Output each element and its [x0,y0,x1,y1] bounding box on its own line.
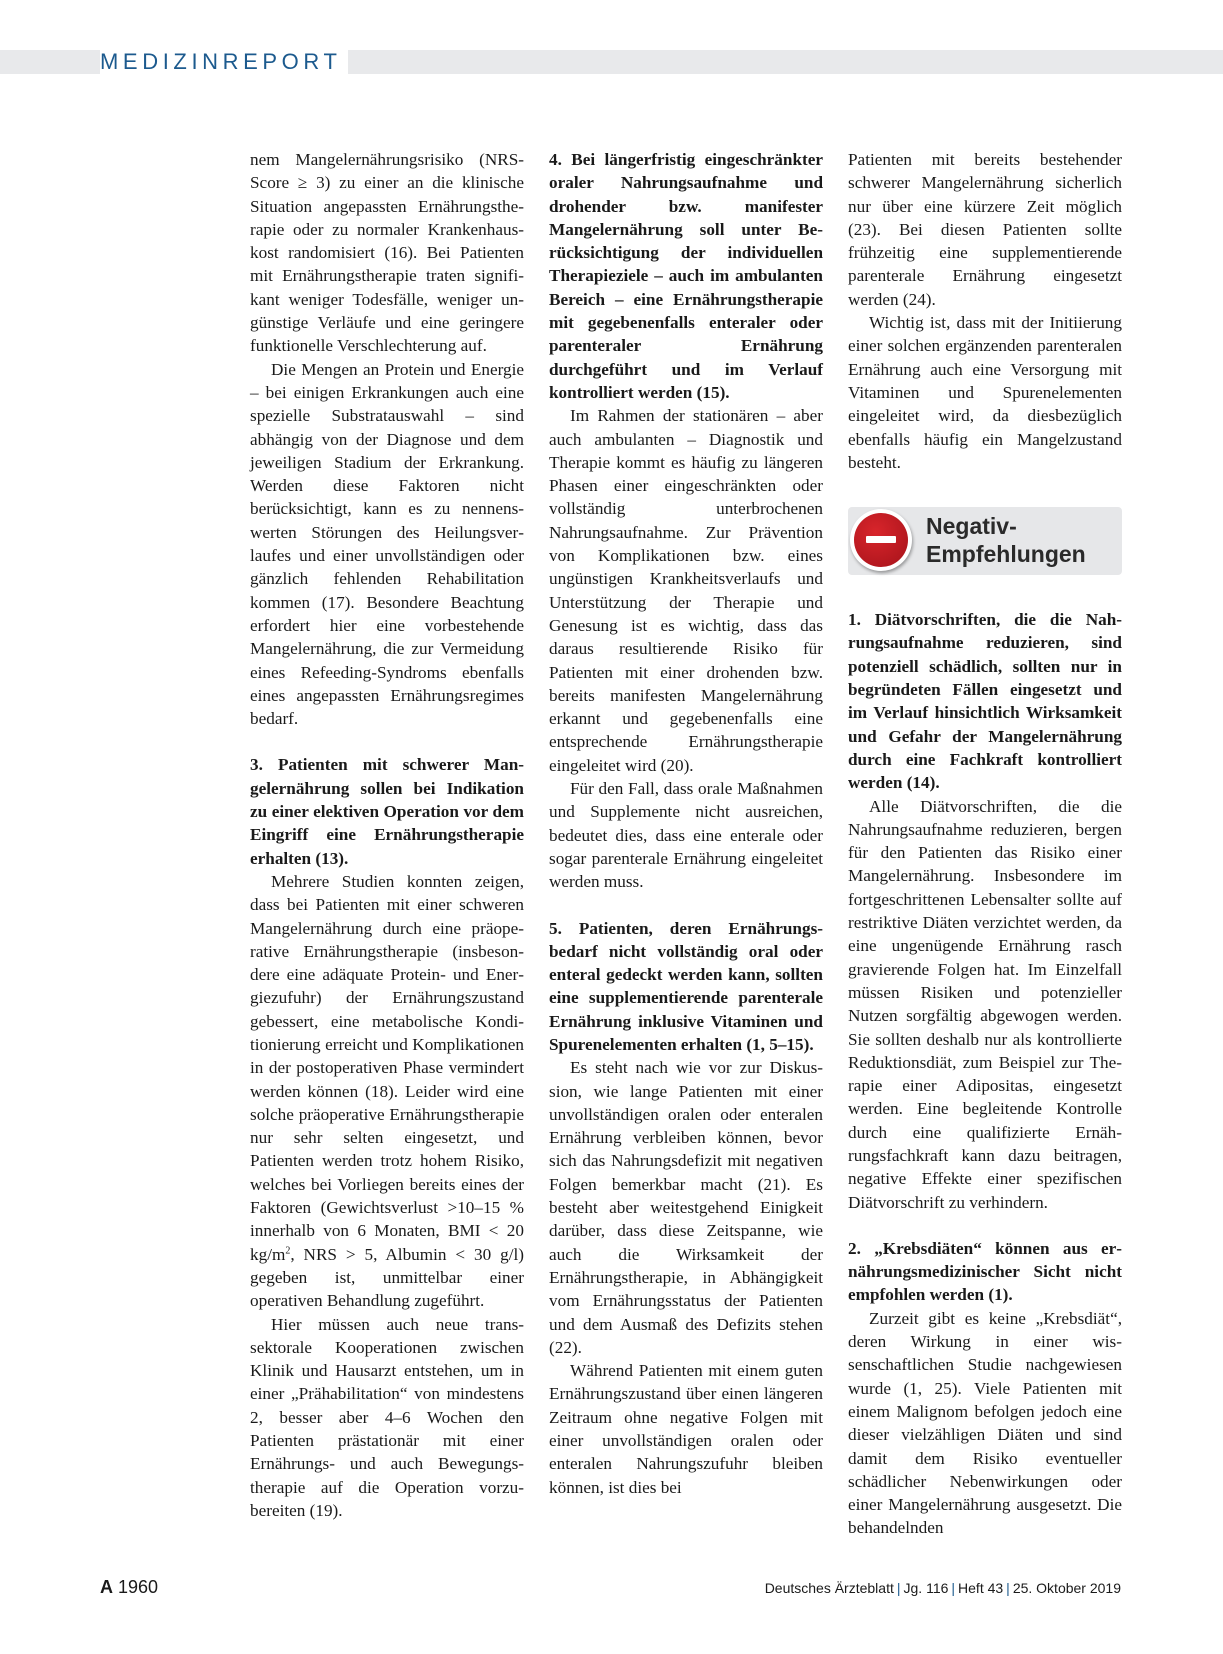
paragraph: Alle Diätvorschriften, die die Nahrungsaufnahme reduzieren, bergen für den Patienten das Risiko einer Mangelernährung. Insbesondere im fortgeschrittenen Lebensalter sollte auf restriktive Diäten verzichtet werden, da eine ungenügende Ernährung rasch gravierende Folgen hat. Im Einzelfall müssen Risiken und potenzieller Nutzen sorgfältig abgewogen werden. Sie sollten deshalb nur als kontrollierte Reduktionsdiät, zum Beispiel zur Therapie einer Adipositas, eingesetzt werden. Eine begleitende Kontrolle durch eine qualifizierte Ernährungsfachkraft kann dazu beitragen, negative Effekte einer spezifischen Diätvorschrift zu verhindern. [848,796,1122,1212]
negative-recommendations-box [848,507,1122,575]
date: 25. Oktober 2019 [1012,1580,1121,1596]
paragraph: Hier müssen auch neue transsektorale Kooperationen zwischen Klinik und Hausarzt entstehen, um in einer „Prähabilitation“ von mindestens 2, besser aber 4–6 Wochen den Patienten prästationär mit einer Ernährungs- und auch Bewegungstherapie auf die Operation vorzubereiten (19). [250,1314,524,1520]
volume: Jg. 116 [903,1580,949,1596]
recommendation-5: 5. Patienten, deren Ernährungsbedarf nicht vollständig oral oder enteral gedeckt werden kann, sollten eine supplementierende parenterale Ernährung inklusive Vitaminen und Spurenelementen erhalten (1, 5–15). [549,918,823,1054]
paragraph: Im Rahmen der stationären – aber auch ambulanten – Diagnostik und Therapie kommt es häufig zu längeren Phasen einer eingeschränkten oder vollständig unterbrochenen Nahrungsaufnahme. Zur Prävention von Komplikationen bzw. eines ungünstigen Krankheitsverlaufs und Unterstützung der Therapie und Genesung ist es wichtig, dass das daraus resultierende Risiko für Patienten mit einer drohenden bzw. bereits manifesten Mangelernährung erkannt und gegebenenfalls eine entsprechende Ernährungstherapie eingeleitet wird (20). [549,406,823,775]
column-1 [250,148,524,1522]
page-number: A 1960 [100,1577,159,1597]
paragraph: Mehrere Studien konnten zeigen, dass bei Patienten mit einer schweren Mangelernährung durch eine präoperative Ernährungstherapie (insbesondere eine adäquate Protein- und Energiezufuhr) der Ernährungszustand gebessert, eine metabolische Konditionierung erreicht und Komplikationen in der postoperativen Phase vermindert werden können (18). Leider wird eine solche präoperative Ernährungstherapie nur sehr selten eingesetzt, und Patienten werden trotz hohem Risiko, welches bei Vorliegen bereits eines der Faktoren (Gewichtsverlust >10–15 % innerhalb von 6 Monaten, BMI < 20 $kg/m^2$, NRS > 5, Albumin < 30 g/l) gegeben ist, unmittelbar einer operativen Behandlung zugeführt. [250,871,524,1311]
section-label: MEDIZINREPORT [100,50,348,74]
paragraph: Es steht nach wie vor zur Diskussion, wie lange Patienten mit einer unvollständigen oralen oder enteralen Ernährung verbleiben können, bevor sich das Nahrungsdefizit mit negativen Folgen bemerkbar macht (21). Es besteht aber weitestgehend Einigkeit darüber, dass diese Zeitspanne, wie auch die Wirksamkeit der Ernährungstherapie, in Abhängigkeit vom Ernährungsstatus der Patienten und dem Ausmaß des Defizits stehen (22). [549,1058,823,1357]
issue: Heft 43 [958,1580,1004,1596]
paragraph: nem Mangelernährungsrisiko (NRS-Score ≥ 3) zu einer an die klinische Situation angepassten Ernährungstherapie oder zu normaler Krankenhauskost randomisiert (16). Bei Patienten mit Ernährungstherapie traten signifikant weniger Todesfälle, weniger ungünstige Verläufe und eine geringere funktionelle Verschlechterung auf. [250,150,524,356]
recommendation-3: 3. Patienten mit schwerer Mangelernährung sollen bei Indikation zu einer elektiven Operation vor dem Eingriff eine Ernährungstherapie erhalten (13). [250,755,524,868]
paragraph: Für den Fall, dass orale Maßnahmen und Supplemente nicht ausreichen, bedeutet dies, dass eine enterale oder sogar parenterale Ernährung eingeleitet werden muss. [549,779,823,892]
journal-name: Deutsches Ärzteblatt [764,1580,894,1596]
paragraph: Zurzeit gibt es keine „Krebsdiät“, deren Wirkung in einer wissenschaftlichen Studie nachgewiesen wurde (1, 25). Viele Patienten mit einem Malignom befolgen jedoch eine dieser vielzähligen Diäten und sind damit dem Risiko eventueller schädlicher Nebenwirkungen oder einer Mangelernährung ausgesetzt. Die behandelnden [848,1308,1122,1538]
paragraph: Wichtig ist, dass mit der Initiierung einer solchen ergänzenden parenteralen Ernährung auch eine Versorgung mit Vitaminen und Spurenelementen eingeleitet wird, da diesbezüglich ebenfalls häufig ein Mangelzustand besteht. [848,313,1122,472]
no-entry-icon [850,509,912,571]
paragraph: Patienten mit bereits bestehender schwerer Mangelernährung sicherlich nur über eine kürzere Zeit möglich (23). Bei diesen Patienten sollte frühzeitig eine supplementierende parenterale Ernährung eingesetzt werden (24). [848,150,1122,309]
negative-recommendation-1: 1. Diätvorschriften, die die Nahrungsaufnahme reduzieren, sind potenziell schädlich, sollten nur in begründeten Fällen eingesetzt und im Verlauf hinsichtlich Wirksamkeit und Gefahr der Mangelernährung durch eine Fachkraft kontrolliert werden (14). [848,610,1122,793]
negative-recommendation-2: 2. „Krebsdiäten“ können aus ernährungsmedizinischer Sicht nicht empfohlen werden (1). [848,1238,1122,1305]
paragraph: Die Mengen an Protein und Energie – bei einigen Erkrankungen auch eine spezielle Substratauswahl – sind abhängig von der Diagnose und dem jeweiligen Stadium der Erkrankung. Werden diese Faktoren nicht berücksichtigt, kann es zu nennenswerten Störungen des Heilungsverlaufes und einer unvollständigen oder gänzlich fehlenden Rehabilitation kommen (17). Besondere Beachtung erfordert hier eine vorbestehende Mangelernährung, die zur Vermeidung eines Refeeding-Syndroms ebenfalls eines angepassten Ernährungsregimes bedarf. [250,359,524,729]
column-2 [549,148,823,1499]
superscript: 2 [285,1244,291,1256]
journal-info: Deutsches Ärzteblatt | Jg. 116 | Heft 43 | 25. Oktober 2019 [764,1580,1121,1596]
paragraph: Während Patienten mit einem guten Ernährungszustand über einen längeren Zeitraum ohne negative Folgen mit einer unvollständigen oralen oder enteralen Nahrungszufuhr bleiben können, ist dies bei [549,1361,823,1497]
negative-recommendations-title: Negativ- Empfehlungen [926,513,1086,568]
column-3 [848,148,1122,1540]
recommendation-4: 4. Bei längerfristig eingeschränkter oraler Nahrungsaufnahme und drohender bzw. manifester Mangelernährung soll unter Berücksichtigung der individuellen Therapieziele – auch im ambulanten Bereich – eine Ernährungstherapie mit gegebenenfalls enteraler oder parenteraler Ernährung durchgeführt und im Verlauf kontrolliert werden (15). [549,150,823,402]
